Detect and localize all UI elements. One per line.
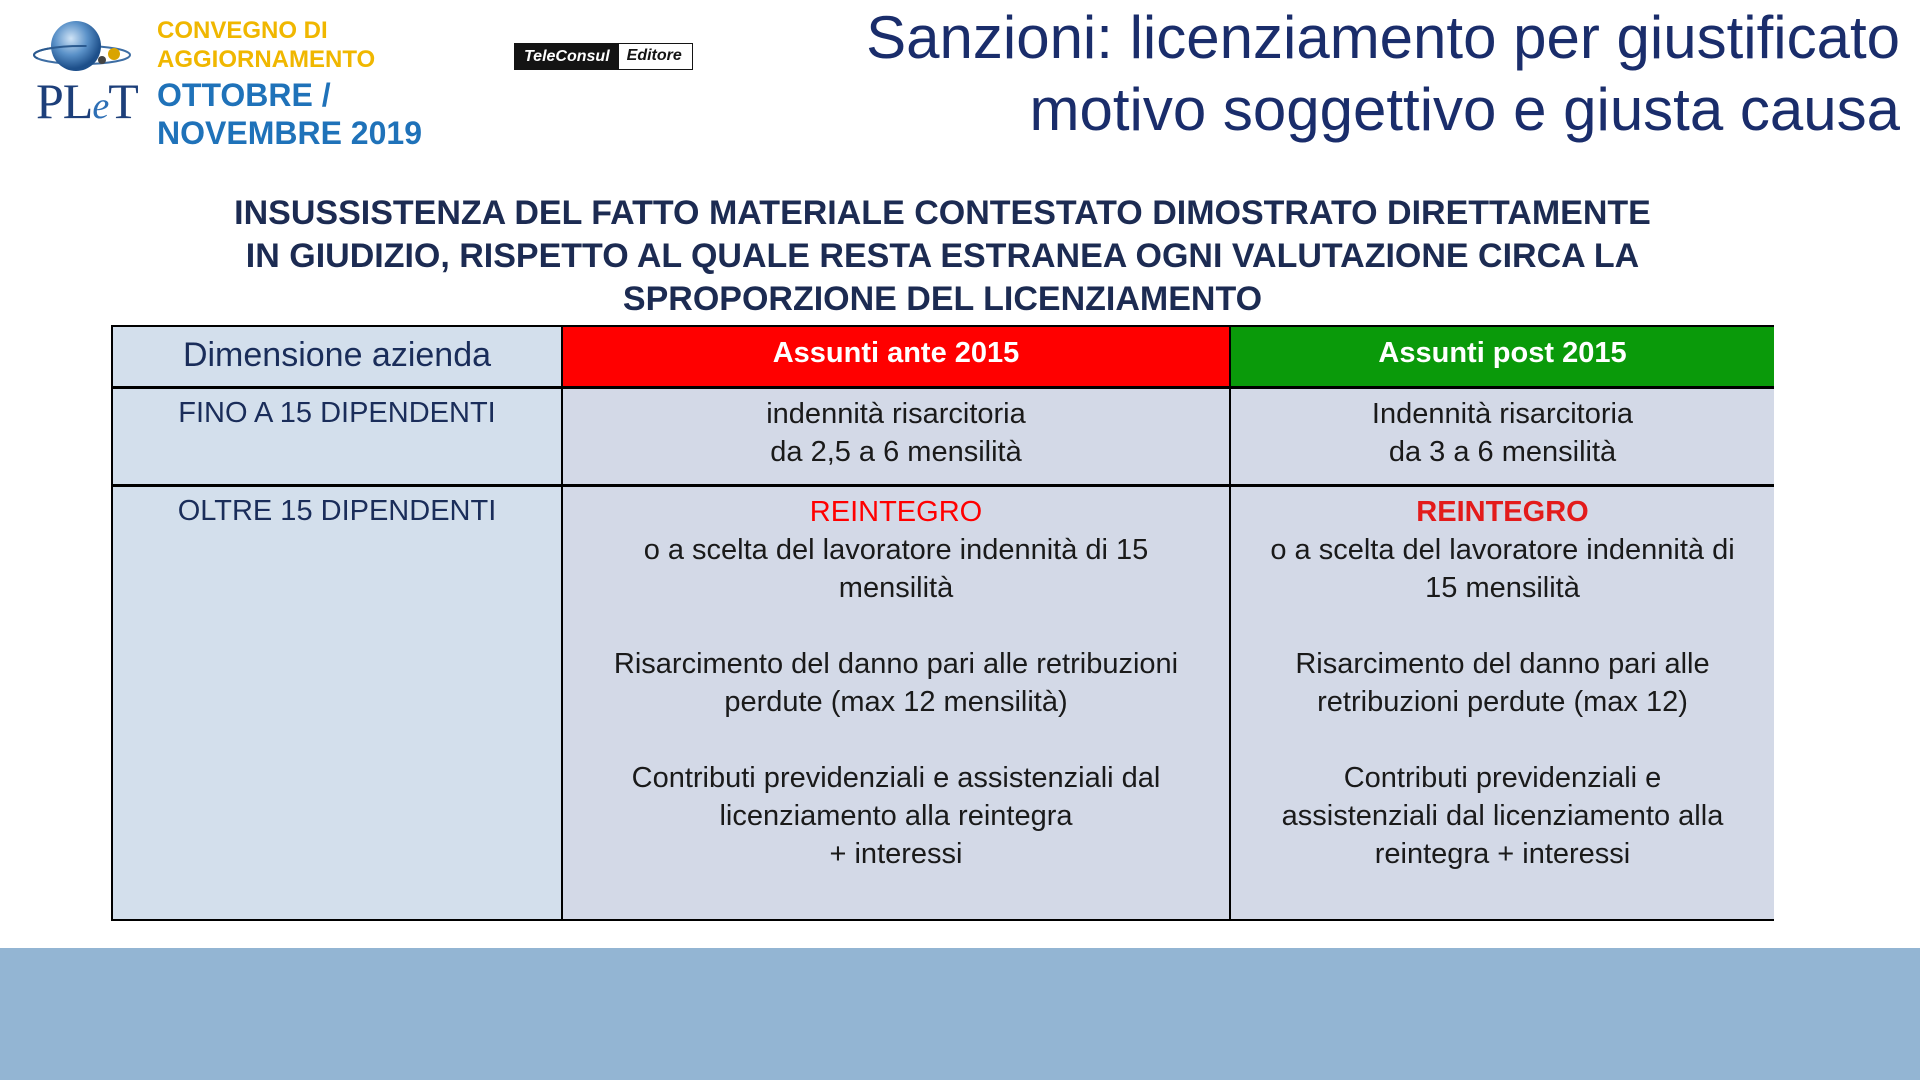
- sanctions-table: [111, 325, 1774, 921]
- publisher-editore: Editore: [618, 43, 693, 70]
- cell-text: mensilità: [838, 572, 954, 604]
- cell-over-15-post: [1229, 484, 1774, 919]
- teleconsul-logo: [514, 43, 693, 70]
- event-date: [157, 76, 422, 152]
- cell-text: Risarcimento del danno pari alle: [1295, 648, 1710, 680]
- cell-text: indennità risarcitoria: [766, 398, 1026, 430]
- cell-text: o a scelta del lavoratore indennità di 15: [643, 534, 1149, 566]
- globe-icon: [32, 18, 132, 78]
- section-heading-line3: SPROPORZIONE DEL LICENZIAMENTO: [622, 280, 1263, 318]
- cell-text: perdute (max 12 mensilità): [724, 686, 1068, 718]
- event-label-line1: CONVEGNO DI: [157, 17, 328, 44]
- slide-title: [800, 2, 1900, 146]
- publisher-name: TeleConsul: [514, 43, 618, 70]
- cell-up-to-15-post: [1229, 386, 1774, 484]
- cell-text: da 2,5 a 6 mensilità: [770, 436, 1022, 468]
- cell-text: Contributi previdenziali e: [1343, 762, 1662, 794]
- event-date-line2: NOVEMBRE 2019: [157, 115, 422, 151]
- row-label-over-15: OLTRE 15 DIPENDENTI: [113, 484, 561, 919]
- cell-text: retribuzioni perdute (max 12): [1317, 686, 1688, 718]
- cell-text: licenziamento alla reintegra: [719, 800, 1073, 832]
- section-heading: [110, 192, 1775, 321]
- header-ante-2015: Assunti ante 2015: [561, 327, 1229, 386]
- cell-text: 15 mensilità: [1425, 572, 1580, 604]
- cell-text: Contributi previdenziali e assistenziali dal: [631, 762, 1161, 794]
- event-label-line2: AGGIORNAMENTO: [157, 46, 376, 73]
- reintegro-label: REINTEGRO: [809, 496, 983, 528]
- cell-over-15-ante: [561, 484, 1229, 919]
- section-heading-line2: IN GIUDIZIO, RISPETTO AL QUALE RESTA ESTRANEA OGNI VALUTAZIONE CIRCA LA: [245, 237, 1640, 275]
- section-heading-line1: INSUSSISTENZA DEL FATTO MATERIALE CONTESTATO DIMOSTRATO DIRETTAMENTE: [234, 194, 1651, 232]
- slide-title-line2: motivo soggettivo e giusta causa: [1029, 76, 1900, 143]
- plet-logo: [32, 18, 138, 129]
- cell-text: reintegra + interessi: [1374, 838, 1631, 870]
- cell-text: assistenziali dal licenziamento alla: [1281, 800, 1724, 832]
- cell-text: da 3 a 6 mensilità: [1388, 436, 1617, 468]
- event-date-line1: OTTOBRE /: [157, 77, 331, 113]
- slide-title-line1: Sanzioni: licenziamento per giustificato: [866, 4, 1900, 71]
- cell-text: Risarcimento del danno pari alle retribuzioni: [613, 648, 1179, 680]
- cell-text: + interessi: [829, 838, 963, 870]
- event-label: [157, 16, 375, 74]
- logo-text: PLeT: [36, 73, 138, 129]
- cell-text: Indennità risarcitoria: [1371, 398, 1634, 430]
- header-dimension: Dimensione azienda: [113, 327, 561, 386]
- header-post-2015: Assunti post 2015: [1229, 327, 1774, 386]
- cell-up-to-15-ante: [561, 386, 1229, 484]
- row-label-up-to-15: FINO A 15 DIPENDENTI: [113, 386, 561, 484]
- cell-text: o a scelta del lavoratore indennità di: [1270, 534, 1735, 566]
- footer-band: [0, 948, 1920, 1080]
- reintegro-label: REINTEGRO: [1416, 496, 1589, 528]
